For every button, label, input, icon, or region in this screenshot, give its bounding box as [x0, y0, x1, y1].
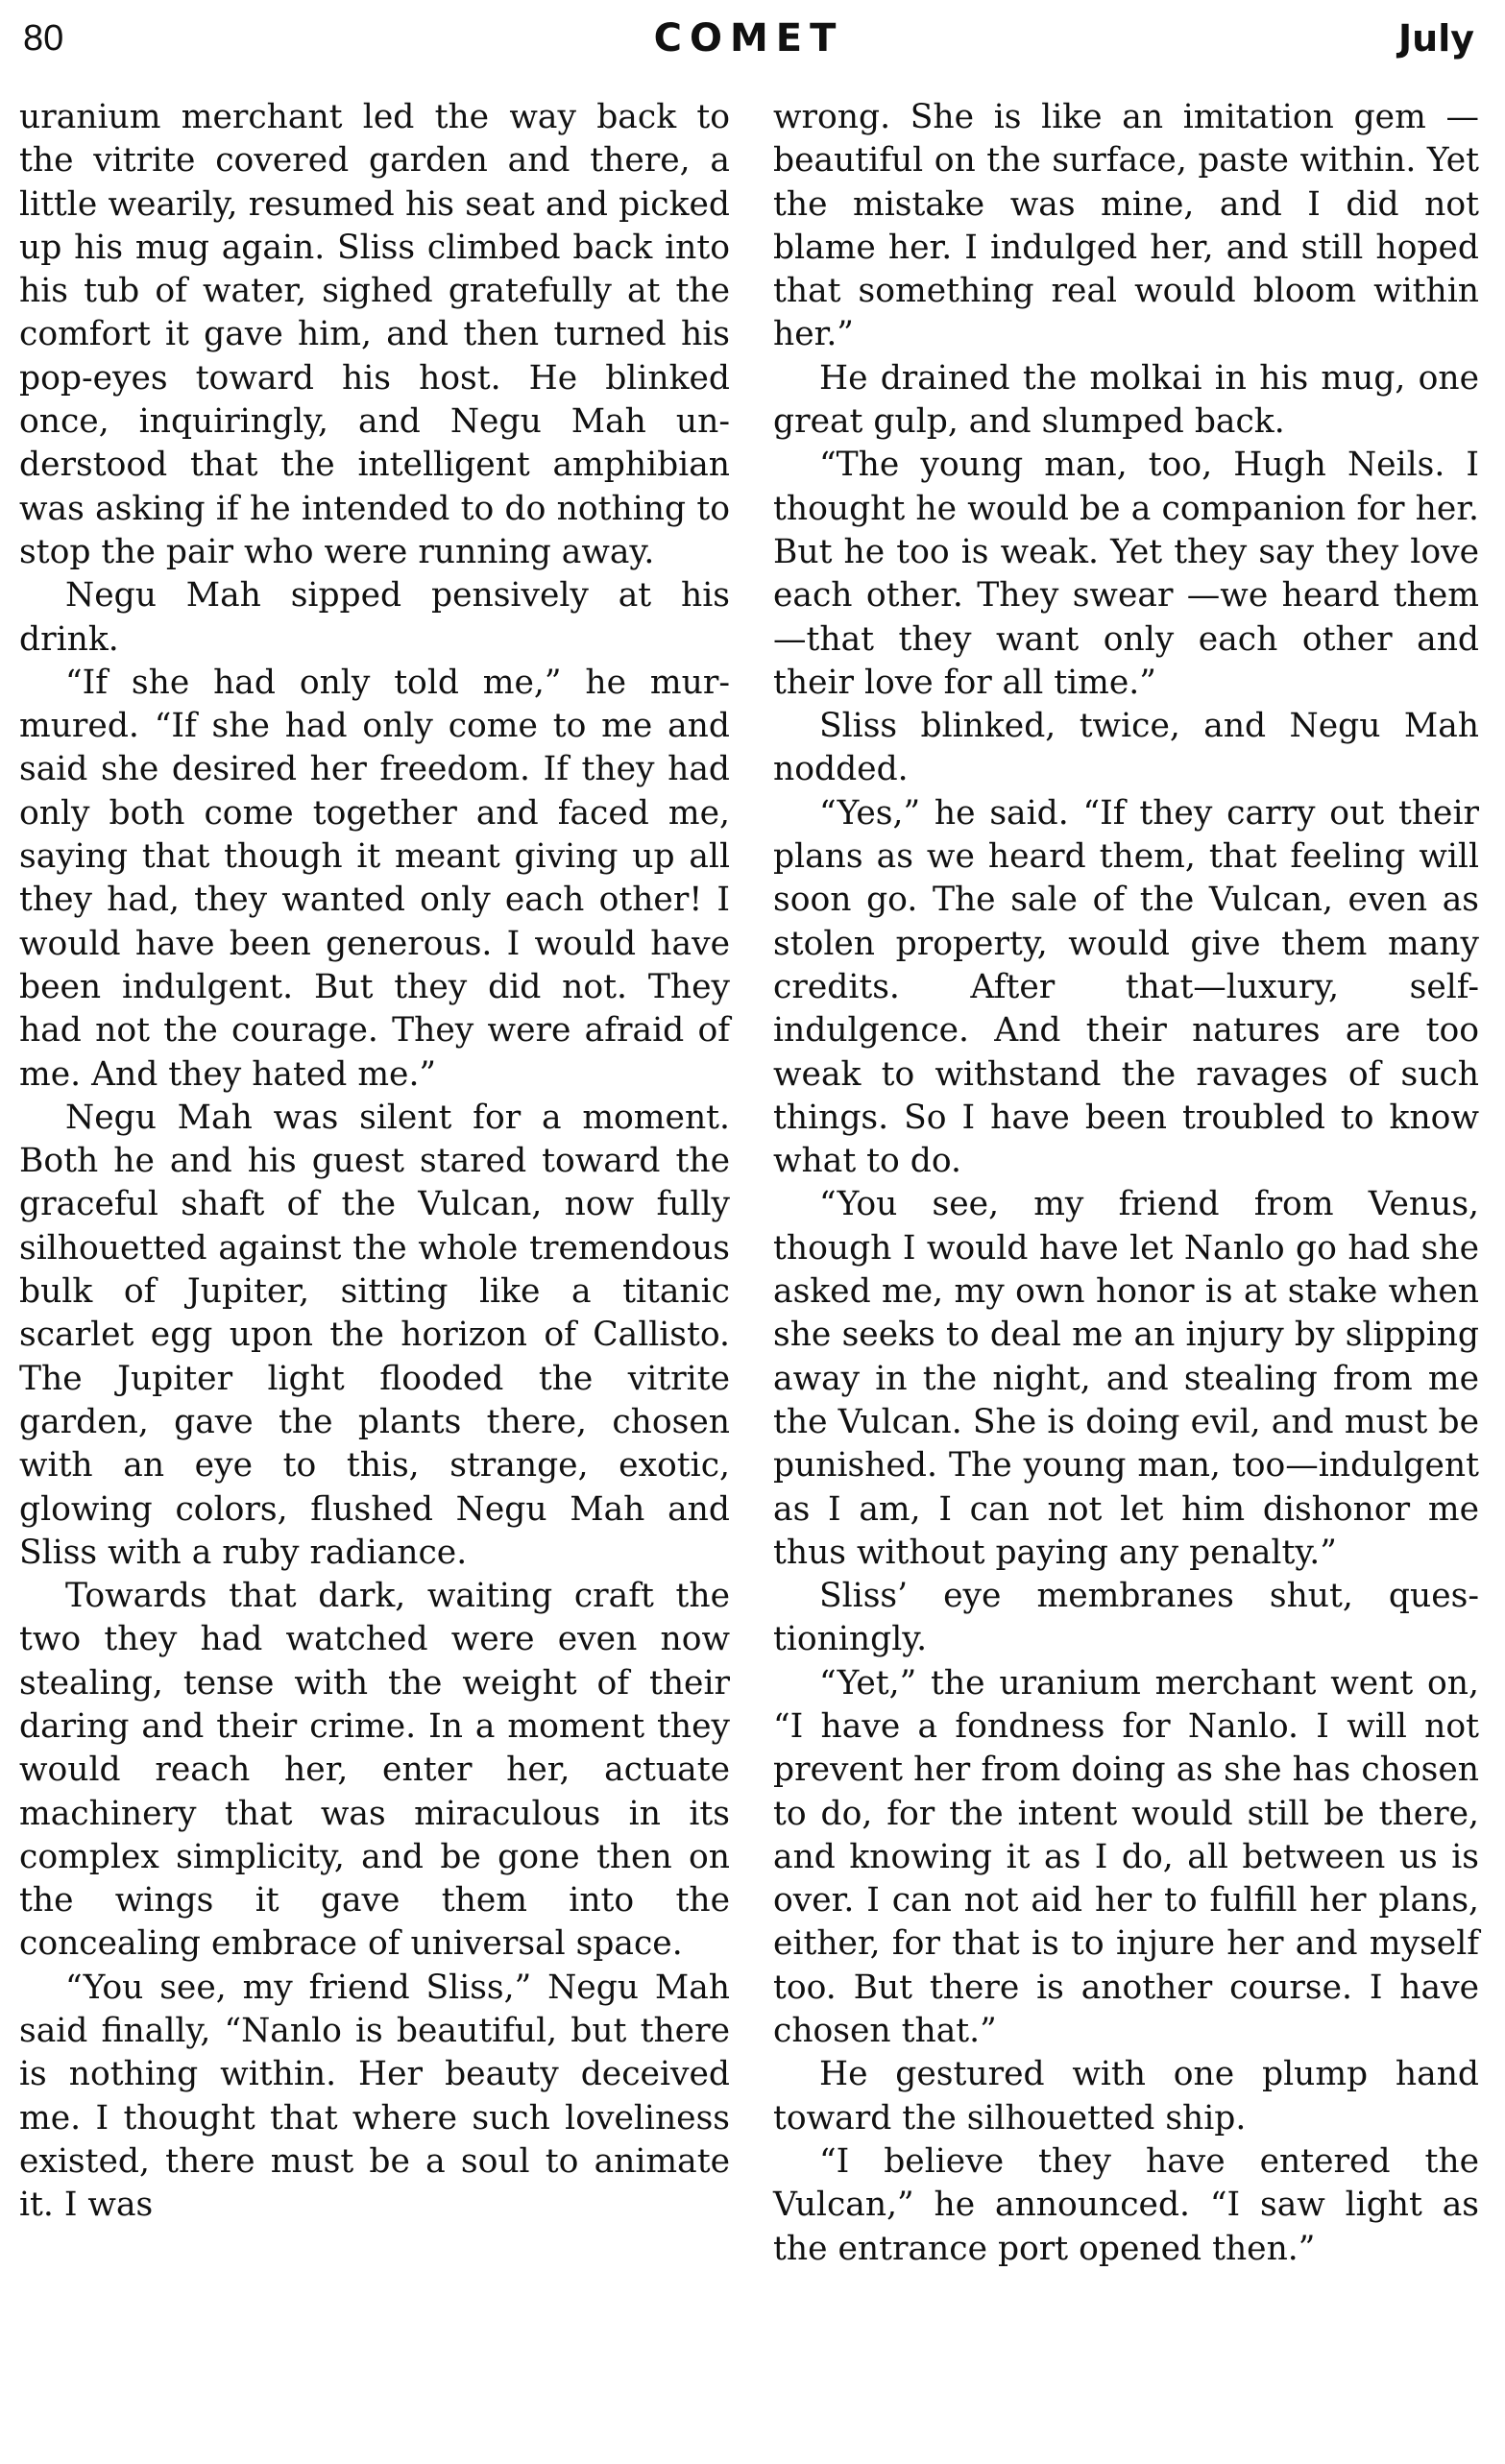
paragraph: He gestured with one plump hand toward the silhouetted ship. — [773, 2055, 1479, 2138]
paragraph: He drained the molkai in his mug, one great gulp, and slumped back. — [773, 358, 1479, 442]
left-column — [19, 96, 730, 2228]
paragraph: “I believe they have entered the Vulcan,” he announced. “I saw light as the entrance port opened then.” — [773, 2141, 1479, 2268]
paragraph: “If she had only told me,” he murmured. “If she had only come to me and said she desired her freedom. If they had only both come together and faced me, saying that though it meant giving up all they had, they wanted only each other! I would have been generous. I would have been indulgent. But they did not. They had not the courage. They were afraid of me. And they hated me.” — [19, 663, 730, 1094]
paragraph: Negu Mah was silent for a moment. Both he and his guest stared toward the graceful shaft of the Vulcan, now fully silhouetted against the whole tremendous bulk of Jupiter, sitting like a titanic scarlet egg upon the horizon of Callisto. The Jupiter light flooded the vitrite garden, gave the plants there, chosen with an eye to this, strange, exotic, glowing colors, flushed Negu Mah and Sliss with a ruby radiance. — [19, 1098, 730, 1572]
paragraph: “You see, my friend from Venus, though I would have let Nanlo go had she asked me, my own honor is at stake when she seeks to deal me an injury by slipping away in the night, and stealing from me the Vulcan. She is doing evil, and must be punished. The young man, too—indulgent as I am, I can not let him dishonor me thus without paying any penalty.” — [773, 1185, 1479, 1572]
paragraph: Negu Mah sipped pensively at his drink. — [19, 576, 730, 659]
paragraph: uranium merchant led the way back to the vitrite covered garden and there, a little wearily, resumed his seat and picked up his mug again. Sliss climbed back into his tub of water, sighed gratefully at the comfort it gave him, and then turned his pop-eyes toward his host. He blinked once, inquiringly, and Negu Mah understood that the intelligent amphibian was asking if he intended to do nothing to stop the pair who were running away. — [19, 98, 730, 571]
paragraph: “Yet,” the uranium merchant went on, “I have a fondness for Nanlo. I will not prevent her from doing as she has chosen to do, for the intent would still be there, and knowing it as I do, all between us is over. I can not aid her to fulfill her plans, either, for that is to injure her and myself too. But there is another course. I have chosen that.” — [773, 1663, 1479, 2051]
page-number: 80 — [23, 18, 64, 59]
paragraph: “You see, my friend Sliss,” Negu Mah said finally, “Nanlo is beautiful, but there is nothing within. Her beauty deceived me. I thought that where such loveliness existed, there must be a soul to animate it. I was — [19, 1968, 730, 2225]
paragraph: Sliss blinked, twice, and Negu Mah nodded. — [773, 707, 1479, 789]
paragraph: wrong. She is like an imitation gem —beautiful on the surface, paste within. Yet the mistake was mine, and I did not blame her. I indulged her, and still hoped that something real would bloom within her.” — [773, 98, 1479, 354]
page-header — [23, 10, 1474, 67]
issue-month: July — [1398, 17, 1474, 60]
magazine-title: COMET — [653, 16, 844, 60]
paragraph: “Yes,” he said. “If they carry out their plans as we heard them, that feeling will soon go. The sale of the Vulcan, even as stolen property, would give them many credits. After that—luxury, self-indulgence. And their natures are too weak to withstand the ravages of such things. So I have been troubled to know what to do. — [773, 793, 1479, 1181]
paragraph: “The young man, too, Hugh Neils. I thought he would be a companion for her. But he too is weak. Yet they say they love each other. They swear —we heard them—that they want only each other and their love for all time.” — [773, 446, 1479, 702]
right-column — [773, 96, 1479, 2271]
paragraph: Sliss’ eye membranes shut, questioningly. — [773, 1577, 1479, 1659]
paragraph: Towards that dark, waiting craft the two they had watched were even now stealing, tense with the weight of their daring and their crime. In a moment they would reach her, enter her, actuate machinery that was miraculous in its complex simplicity, and be gone then on the wings it gave them into the concealing embrace of universal space. — [19, 1577, 730, 1964]
